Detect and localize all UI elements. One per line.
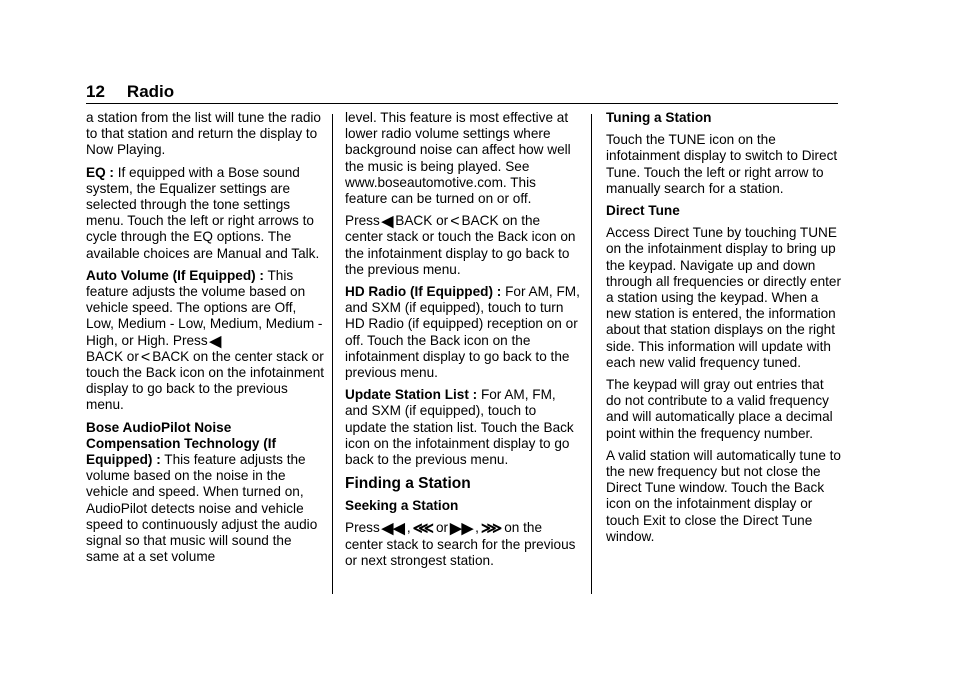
column-divider-2: [591, 114, 592, 594]
auto-volume-end: BACK on the center stack or touch the Back icon on the infotainment display to go back to the previous menu.: [86, 348, 325, 413]
subheading-tuning-a-station: Tuning a Station: [606, 110, 712, 125]
seek-back-icon: ◀◀: [381, 520, 405, 538]
back-chevron-icon: <: [140, 348, 151, 366]
press-text: Press: [345, 213, 380, 229]
seek-back-alt-icon: ⋘: [412, 520, 434, 538]
back-end-text: BACK on the center stack or touch the Back icon on the infotainment display to go back to the previous menu.: [345, 213, 576, 277]
paragraph-eq: [86, 165, 326, 262]
paragraph: a station from the list will tune the radio to that station and return the display to Now Playing.: [86, 110, 321, 158]
column-3: [606, 110, 842, 551]
hd-radio-text: For AM, FM, and SXM (if equipped), touch to turn HD Radio (if equipped) reception on or off. Touch the Back icon on the infotainment display to go back to the previous menu.: [345, 284, 580, 381]
paragraph-seek: [345, 520, 581, 569]
eq-label: EQ :: [86, 164, 114, 180]
back-triangle-icon: ◀: [381, 213, 394, 231]
auto-volume-label: Auto Volume (If Equipped) :: [86, 267, 264, 283]
column-2: [345, 110, 581, 575]
section-heading-finding-a-station: Finding a Station: [345, 475, 471, 493]
paragraph: level. This feature is most effective at lower radio volume settings where background noise can affect how well the music is being played. See www.boseautomotive.com. This feature can be turned on or off.: [345, 110, 571, 207]
column-divider-1: [332, 114, 333, 594]
subheading-direct-tune: Direct Tune: [606, 203, 680, 219]
paragraph-tuning: Touch the TUNE icon on the infotainment display to switch to Direct Tune. Touch the left or right arrow to manually search for a station.: [606, 132, 838, 196]
paragraph-auto-volume: [86, 268, 326, 414]
header-rule: [86, 103, 838, 104]
paragraph-keypad: The keypad will gray out entries that do not contribute to a valid frequency and will automatically place a decimal point within the frequency number.: [606, 377, 833, 441]
paragraph-valid-station: A valid station will automatically tune to the new frequency but not close the Direct Tune window. Touch the Back icon on the infotainment display or touch Exit to close the Direct Tune window.: [606, 447, 841, 544]
seek-press-text: Press: [345, 520, 380, 536]
bose-text: This feature adjusts the volume based on the noise in the vehicle and speed. When turned on, AudioPilot detects noise and vehicle speed to continuously adjust the audio signal so that music will sound the same at a set volume: [86, 452, 318, 565]
paragraph-hd-radio: [345, 284, 581, 381]
paragraph-update-station-list: [345, 387, 581, 468]
bose-label: Bose AudioPilot Noise Compensation Technology (If Equipped) :: [86, 419, 277, 468]
back-chevron-icon: <: [450, 213, 460, 231]
paragraph-bose: [86, 420, 326, 566]
page-header: [86, 82, 174, 102]
seek-or-text: or: [435, 520, 449, 536]
seek-forward-alt-icon: ⋙: [480, 520, 503, 538]
hd-radio-label: HD Radio (If Equipped) :: [345, 284, 502, 300]
eq-text: If equipped with a Bose sound system, the Equalizer settings are selected through the tone settings menu. Touch the left or right arrows to cycle through the EQ options. The available choices are Manual and Talk.: [86, 164, 320, 261]
page-number: 12: [86, 82, 105, 101]
update-station-list-text: For AM, FM, and SXM (if equipped), touch to update the station list. Touch the Back icon on the infotainment display to go back to the previous menu.: [345, 387, 574, 468]
back-triangle-icon: ◀: [209, 332, 222, 350]
auto-volume-mid: BACK or: [86, 348, 139, 364]
subheading-seeking-a-station: Seeking a Station: [345, 498, 459, 514]
back-mid-text: BACK or: [395, 213, 449, 229]
auto-volume-text: This feature adjusts the volume based on vehicle speed. The options are Off, Low, Medium - Low, Medium, Medium - High, or High. Press: [86, 267, 323, 348]
separator: ,: [475, 520, 479, 536]
separator: ,: [406, 520, 411, 536]
seek-end-text: on the center stack to search for the previous or next strongest station.: [345, 520, 576, 568]
seek-forward-icon: ▶▶: [450, 520, 474, 538]
paragraph-back: [345, 213, 581, 278]
column-1: [86, 110, 326, 571]
paragraph-direct-tune: Access Direct Tune by touching TUNE on the infotainment display to bring up the keypad. Navigate up and down through all frequencies or directly enter a station using the keypad. When a new station is entered, the information about that station displays on the right side. This information will update with each new valid frequency tuned.: [606, 225, 841, 370]
page-title: Radio: [126, 82, 175, 101]
update-station-list-label: Update Station List :: [345, 387, 478, 403]
